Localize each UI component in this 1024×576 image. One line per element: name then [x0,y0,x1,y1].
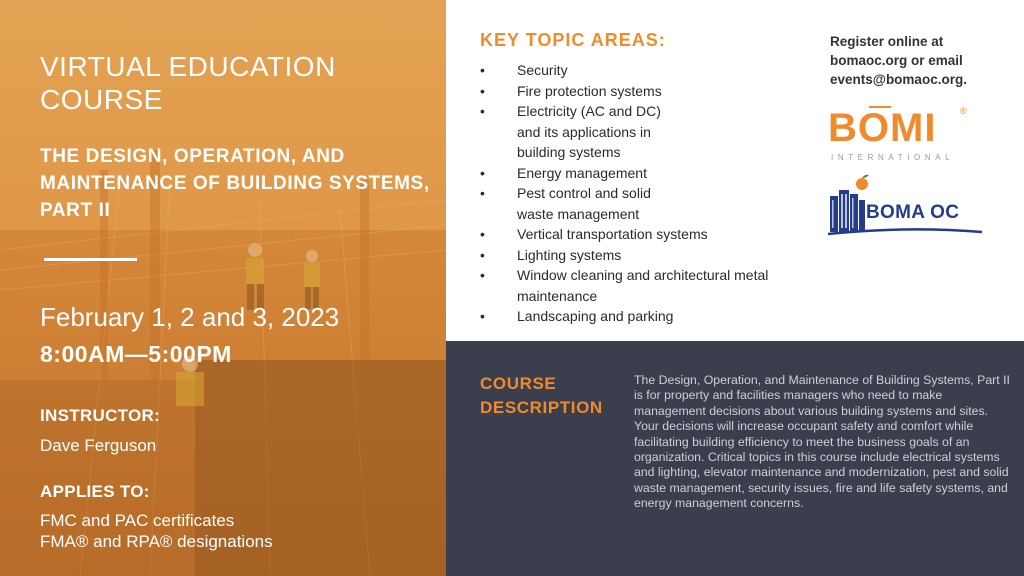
register-info[interactable]: Register online at bomaoc.org or email events@bomaoc.org. [830,34,967,87]
topic-item: • Pest control and solid waste management [480,183,682,224]
topics-list [480,60,800,327]
applies-to-list [40,510,273,552]
topic-item: • Energy management [480,163,800,184]
applies-item: FMC and PAC certificates [40,511,235,530]
topic-item: • Fire protection systems [480,81,800,102]
topic-item: • Window cleaning and architectural metal maintenance [480,265,787,306]
bomi-logo [828,104,968,168]
topic-item: • Landscaping and parking [480,306,800,327]
topics-heading: KEY TOPIC AREAS: [480,30,666,50]
bomi-logo-subtitle: INTERNATIONAL [831,153,955,162]
description-panel [446,341,1024,576]
applies-item: FMA® and RPA® designations [40,532,273,551]
instructor-label: INSTRUCTOR: [40,406,161,425]
description-text: The Design, Operation, and Maintenance of Building Systems, Part II is for property and facilities managers who need to make management decisions about various building systems and sites. Your decisions will increase occupant safety and comfort while facilitating building efficiency to meet the business goals of an organization. Critical topics in this course include electrical systems and lighting, elevator maintenance and modernization, pest and solid waste management, security issues, fire and life safety systems, and energy management concerns. [634,373,1010,511]
hero-panel [0,0,446,576]
topic-item: • Security [480,60,800,81]
course-dates: February 1, 2 and 3, 2023 [40,302,340,332]
divider [44,258,137,261]
course-time: 8:00AM—5:00PM [40,341,232,367]
hero-content [0,0,446,576]
topic-item: • Electricity (AC and DC) and its applications in building systems [480,101,687,163]
description-heading: COURSE DESCRIPTION [480,374,603,417]
course-type: VIRTUAL EDUCATION COURSE [40,51,336,115]
topic-item: • Lighting systems [480,245,800,266]
boma-oc-logo-text: BOMA OC [866,202,960,223]
registered-mark: ® [960,106,967,116]
course-title: THE DESIGN, OPERATION, AND MAINTENANCE OF BUILDING SYSTEMS, PART II [40,146,430,221]
bomi-logo-text: BOMI [828,106,937,150]
instructor-name: Dave Ferguson [40,436,157,455]
applies-to-label: APPLIES TO: [40,482,150,501]
boma-oc-logo [826,174,986,238]
topic-item: • Vertical transportation systems [480,224,800,245]
